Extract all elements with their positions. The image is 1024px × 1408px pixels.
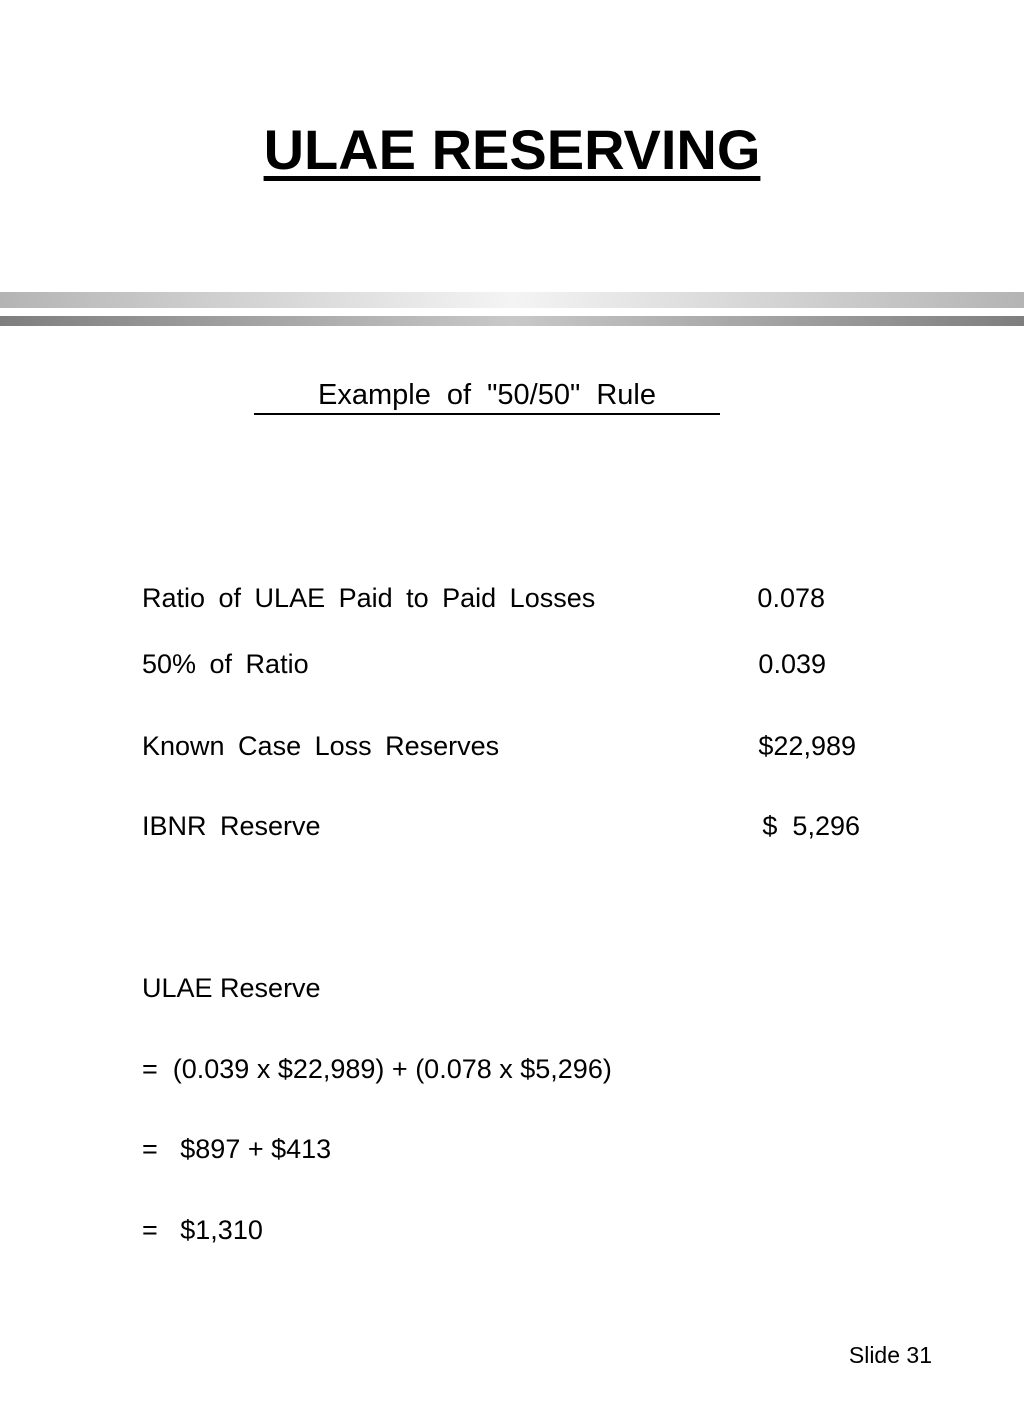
calculation-line: = $1,310 [142,1215,263,1245]
decorative-band-top [0,292,1024,308]
decorative-band-bottom [0,316,1024,326]
example-subtitle: Example of "50/50" Rule [254,377,720,415]
row-label-ibnr-reserve: IBNR Reserve [142,811,321,841]
slide-title [0,116,1024,184]
row-label-case-reserves: Known Case Loss Reserves [142,731,500,761]
row-value-half-ratio: 0.039 [758,649,826,679]
row-value-ibnr-reserve: $ 5,296 [762,811,860,841]
row-value-case-reserves: $22,989 [758,731,856,761]
row-label-ulae-ratio: Ratio of ULAE Paid to Paid Losses [142,583,596,613]
calculation-heading: ULAE Reserve [142,973,321,1003]
row-value-ulae-ratio: 0.078 [757,583,825,613]
row-label-half-ratio: 50% of Ratio [142,649,309,679]
calculation-line: = $897 + $413 [142,1134,332,1164]
calculation-line: = (0.039 x $22,989) + (0.078 x $5,296) [142,1054,612,1084]
slide-title-text: ULAE RESERVING [263,118,761,181]
slide-number: Slide 31 [848,1342,932,1368]
